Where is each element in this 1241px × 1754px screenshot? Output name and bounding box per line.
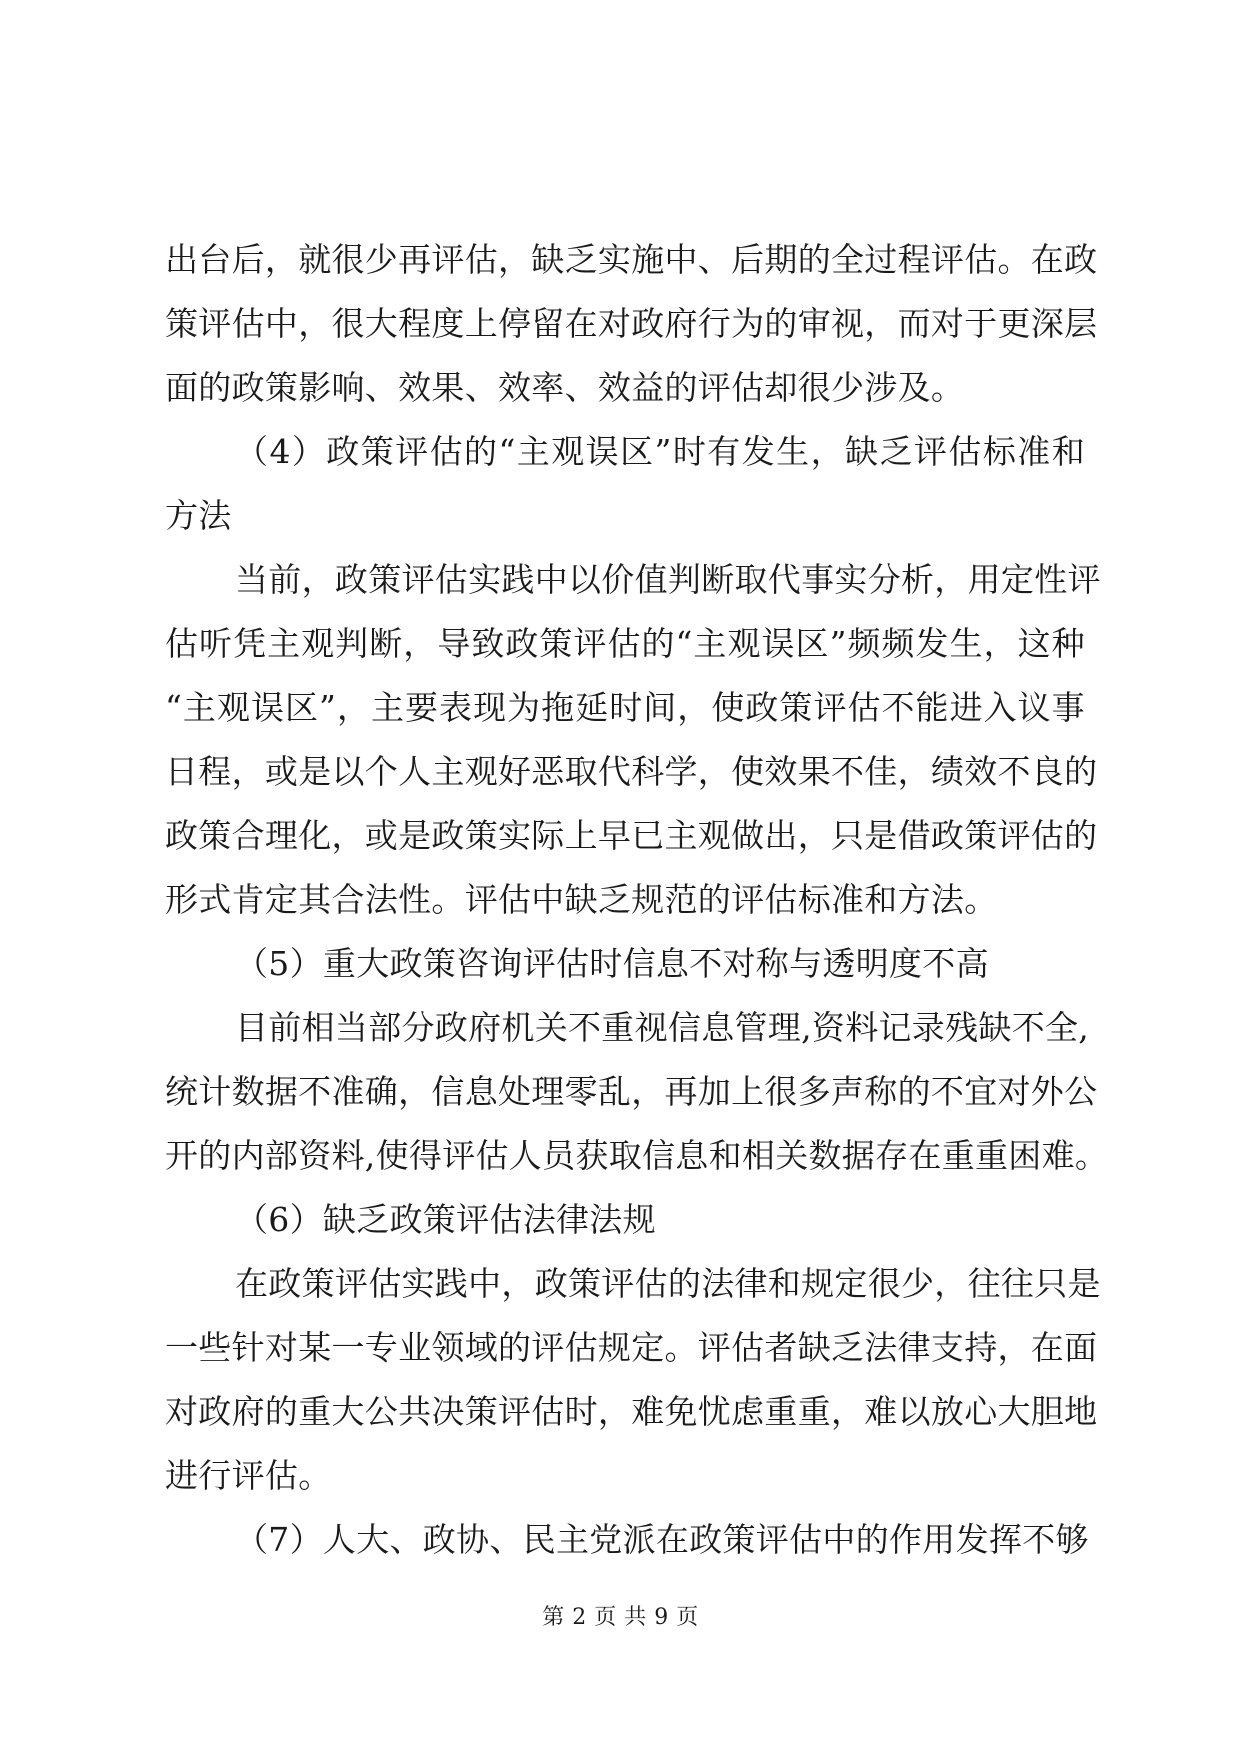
paragraph-line: 估听凭主观判断，导致政策评估的“主观误区”频频发生，这种 xyxy=(165,624,1085,663)
section-heading-line: （5）重大政策咨询评估时信息不对称与透明度不高 xyxy=(235,944,989,983)
paragraph-line: 当前，政策评估实践中以价值判断取代事实分析，用定性评 xyxy=(235,560,1101,599)
body-text xyxy=(165,228,1109,1572)
paragraph-line: 对政府的重大公共决策评估时，难免忧虑重重，难以放心大胆地 xyxy=(165,1392,1098,1431)
paragraph-line: 日程，或是以个人主观好恶取代科学，使效果不佳，绩效不良的 xyxy=(165,752,1098,791)
paragraph-line: 政策合理化，或是政策实际上早已主观做出，只是借政策评估的 xyxy=(165,816,1098,855)
paragraph-line: 统计数据不准确，信息处理零乱，再加上很多声称的不宜对外公 xyxy=(165,1072,1098,1111)
section-heading-line: （4）政策评估的“主观误区”时有发生，缺乏评估标准和 xyxy=(235,432,1085,471)
paragraph-line: 在政策评估实践中，政策评估的法律和规定很少，往往只是 xyxy=(235,1264,1101,1303)
section-heading-line: （6）缺乏政策评估法律法规 xyxy=(235,1200,656,1239)
paragraph-line: 策评估中，很大程度上停留在对政府行为的审视，而对于更深层 xyxy=(165,304,1098,343)
paragraph-line: 面的政策影响、效果、效率、效益的评估却很少涉及。 xyxy=(165,368,965,407)
paragraph-line: 方法 xyxy=(165,496,232,535)
paragraph-line: 形式肯定其合法性。评估中缺乏规范的评估标准和方法。 xyxy=(165,880,998,919)
paragraph-line: 开的内部资料,使得评估人员获取信息和相关数据存在重重困难。 xyxy=(165,1136,1109,1175)
paragraph-line: 目前相当部分政府机关不重视信息管理,资料记录残缺不全, xyxy=(235,1008,1090,1047)
paragraph-line: 进行评估。 xyxy=(165,1456,332,1495)
page-footer: 第 2 页 共 9 页 xyxy=(542,1605,699,1630)
paragraph-line: 出台后，就很少再评估，缺乏实施中、后期的全过程评估。在政 xyxy=(165,240,1098,279)
paragraph-line: “主观误区”，主要表现为拖延时间，使政策评估不能进入议事 xyxy=(165,688,1085,727)
paragraph-line: 一些针对某一专业领域的评估规定。评估者缺乏法律支持，在面 xyxy=(165,1328,1098,1367)
section-heading-line: （7）人大、政协、民主党派在政策评估中的作用发挥不够 xyxy=(235,1520,1089,1559)
